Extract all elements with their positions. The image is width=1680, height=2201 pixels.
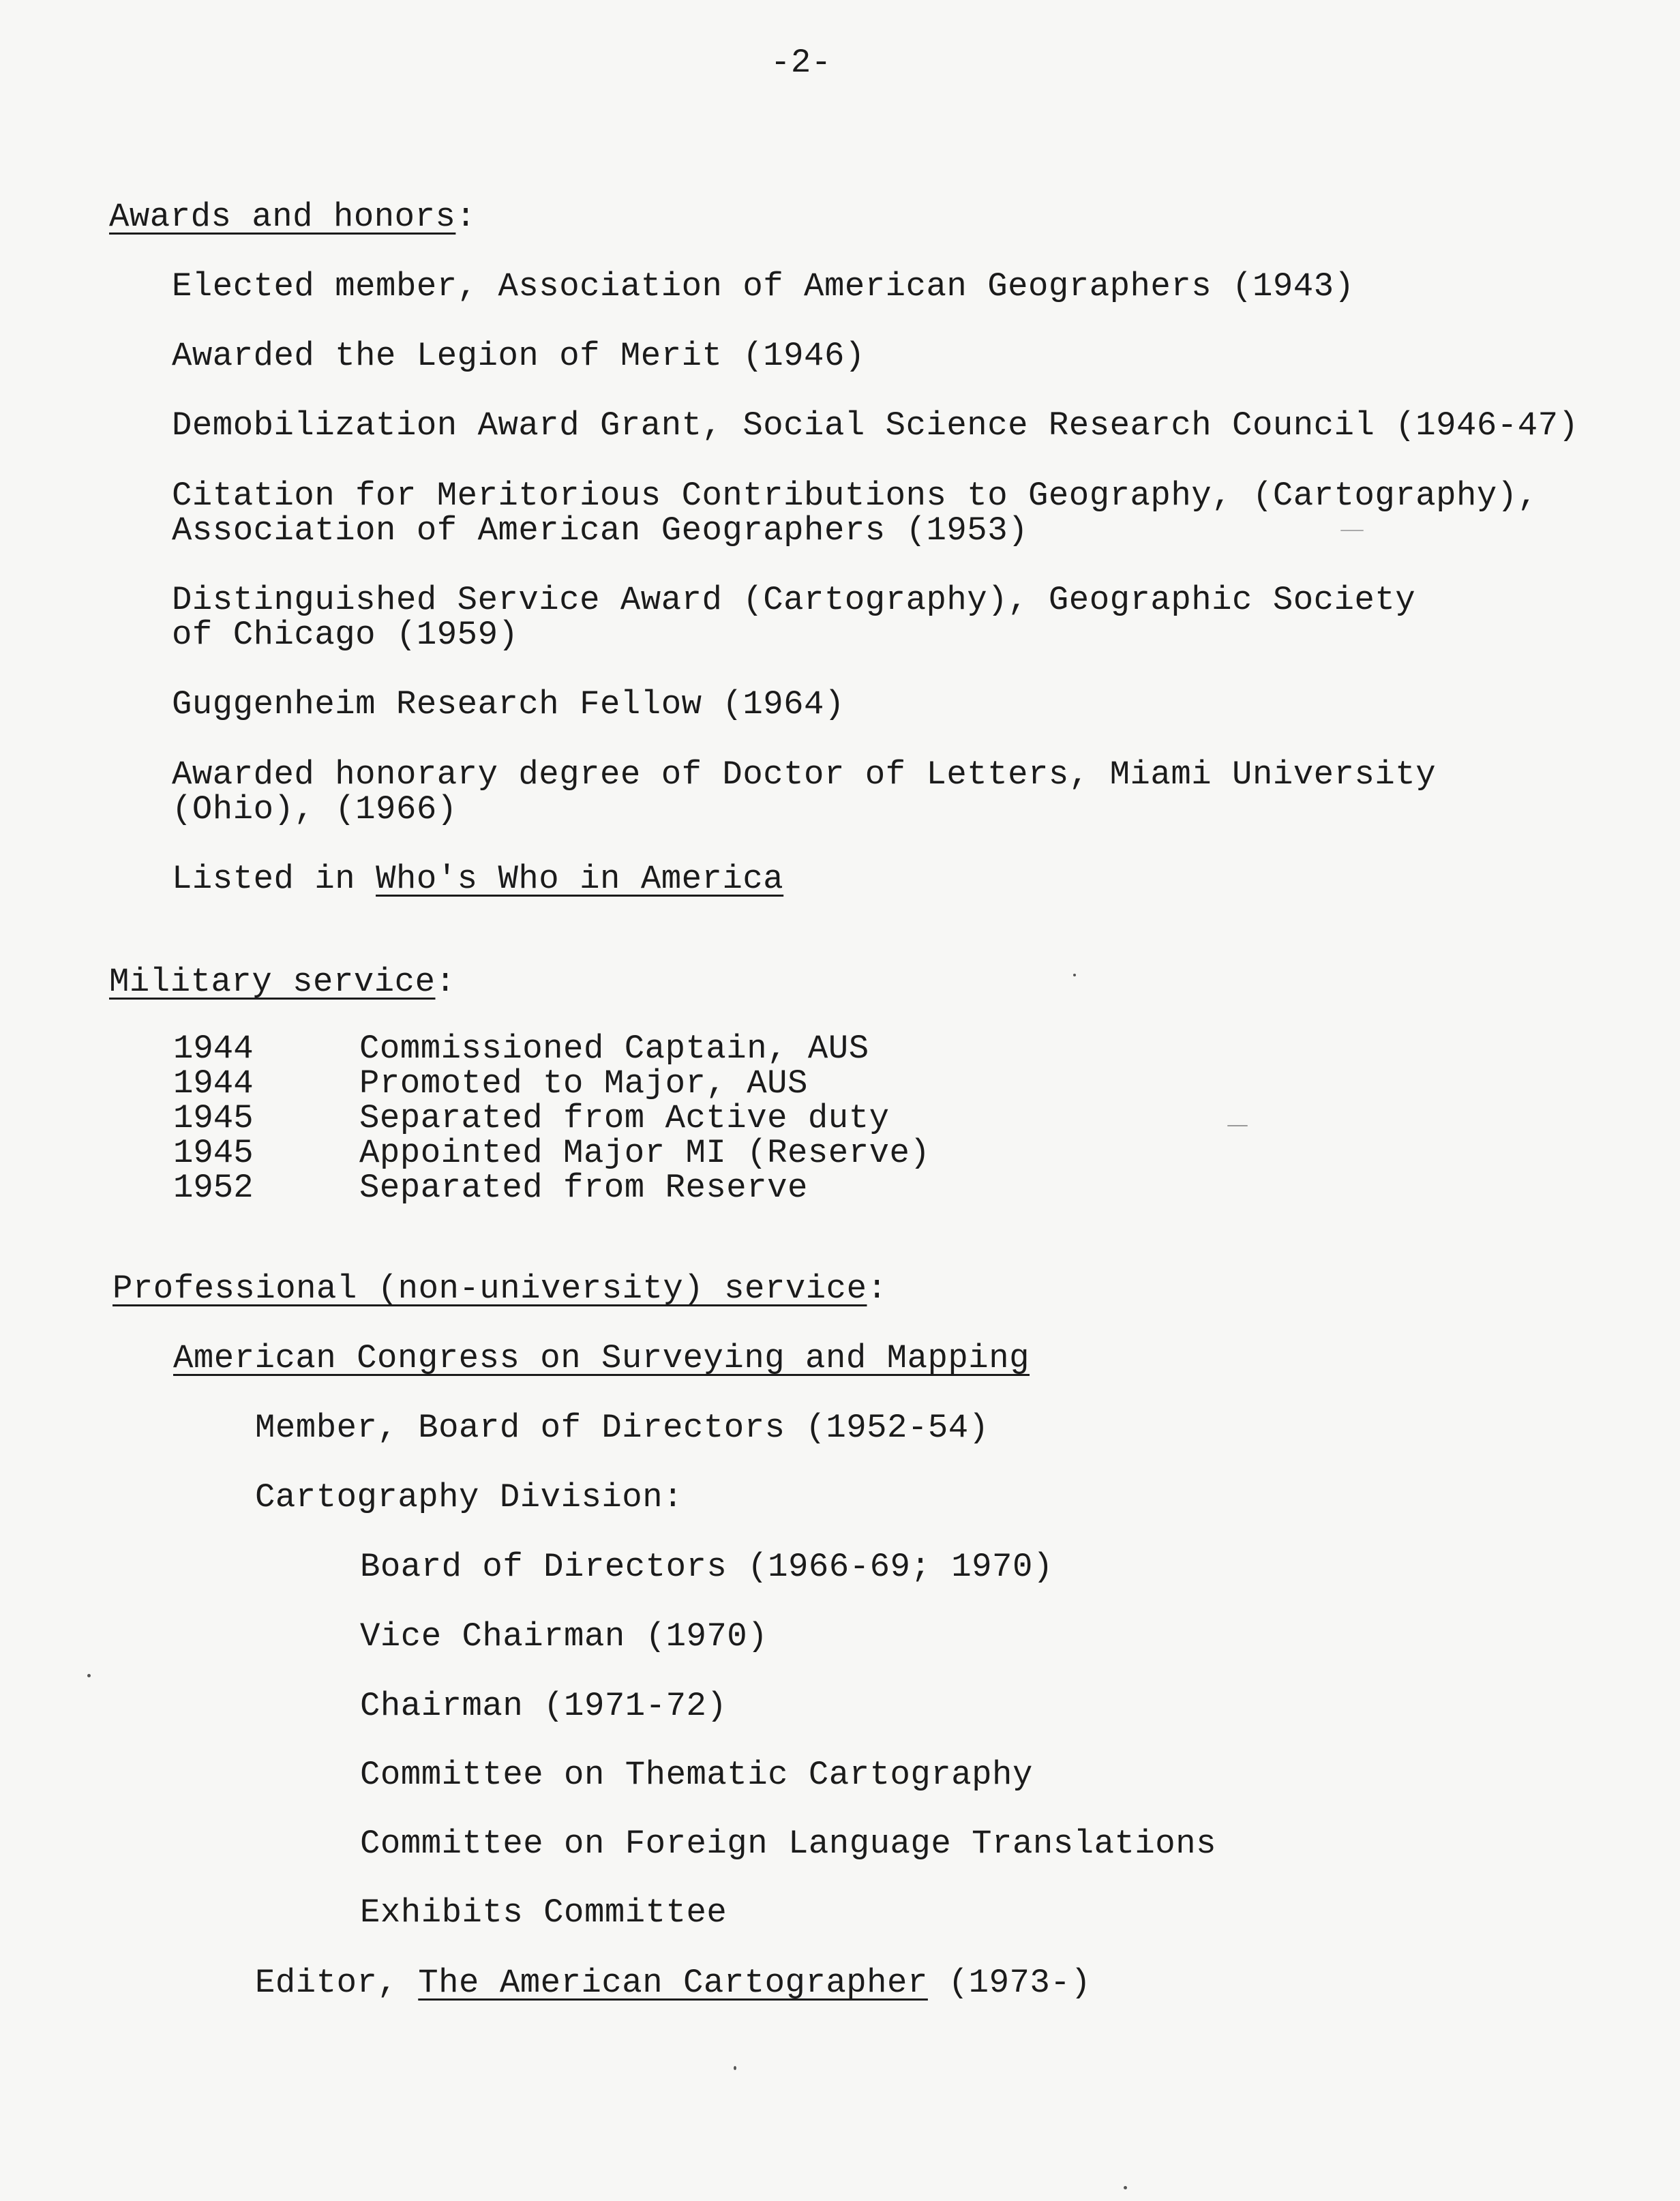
editor-journal-title: The American Cartographer xyxy=(418,1964,928,2002)
paper-speck xyxy=(734,2066,736,2070)
paper-speck xyxy=(1340,530,1364,531)
editor-line xyxy=(255,1965,1091,2001)
military-year: 1945 xyxy=(173,1134,254,1172)
award-item: Distinguished Service Award (Cartography), Geographic Society xyxy=(172,581,1416,619)
listed-publication-title: Who's Who in America xyxy=(376,860,784,898)
military-heading xyxy=(109,964,455,1000)
award-item: Citation for Meritorious Contributions to Geography, (Cartography), xyxy=(172,477,1538,515)
division-item: Committee on Foreign Language Translations xyxy=(360,1825,1217,1863)
military-event: Appointed Major MI (Reserve) xyxy=(359,1134,931,1172)
awards-heading xyxy=(109,199,476,235)
awards-heading-colon: : xyxy=(455,198,477,236)
award-item: Guggenheim Research Fellow (1964) xyxy=(172,685,845,723)
paper-speck xyxy=(87,1674,91,1677)
editor-prefix: Editor, xyxy=(255,1964,419,2002)
military-event: Commissioned Captain, AUS xyxy=(359,1030,869,1068)
division-heading: Cartography Division: xyxy=(255,1478,684,1516)
military-heading-colon: : xyxy=(435,963,456,1001)
military-year: 1952 xyxy=(173,1169,254,1207)
military-year: 1944 xyxy=(173,1030,254,1068)
division-item: Exhibits Committee xyxy=(360,1893,728,1932)
listed-prefix: Listed in xyxy=(172,860,376,898)
award-item: Demobilization Award Grant, Social Science Research Council (1946-47) xyxy=(172,406,1579,445)
member-line: Member, Board of Directors (1952-54) xyxy=(255,1409,989,1447)
military-event: Separated from Active duty xyxy=(359,1099,890,1137)
division-item: Vice Chairman (1970) xyxy=(360,1617,768,1656)
org-name xyxy=(173,1341,1030,1376)
professional-heading-text: Professional (non-university) service xyxy=(112,1270,867,1308)
award-item-continued: Association of American Geographers (1953) xyxy=(172,511,1029,550)
military-heading-text: Military service xyxy=(109,963,436,1001)
professional-heading xyxy=(112,1271,887,1306)
military-year: 1944 xyxy=(173,1064,254,1103)
award-listed-item xyxy=(172,861,783,897)
professional-heading-colon: : xyxy=(867,1270,888,1308)
award-item: Elected member, Association of American Geographers (1943) xyxy=(172,267,1355,305)
division-item: Committee on Thematic Cartography xyxy=(360,1756,1033,1794)
editor-suffix: (1973-) xyxy=(927,1964,1092,2002)
division-item: Chairman (1971-72) xyxy=(360,1687,728,1725)
military-event: Separated from Reserve xyxy=(359,1169,808,1207)
award-item-continued: of Chicago (1959) xyxy=(172,616,519,654)
awards-heading-text: Awards and honors xyxy=(109,198,456,236)
paper-speck xyxy=(1227,1125,1248,1126)
paper-speck xyxy=(1124,2186,1127,2189)
org-name-text: American Congress on Surveying and Mapping xyxy=(173,1339,1030,1377)
paper-speck xyxy=(1073,974,1076,976)
page-number: -2- xyxy=(770,44,832,82)
award-item: Awarded honorary degree of Doctor of Letters, Miami University xyxy=(172,755,1437,794)
award-item-continued: (Ohio), (1966) xyxy=(172,790,457,828)
military-year: 1945 xyxy=(173,1099,254,1137)
military-event: Promoted to Major, AUS xyxy=(359,1064,808,1103)
division-item: Board of Directors (1966-69; 1970) xyxy=(360,1548,1053,1586)
award-item: Awarded the Legion of Merit (1946) xyxy=(172,337,865,375)
